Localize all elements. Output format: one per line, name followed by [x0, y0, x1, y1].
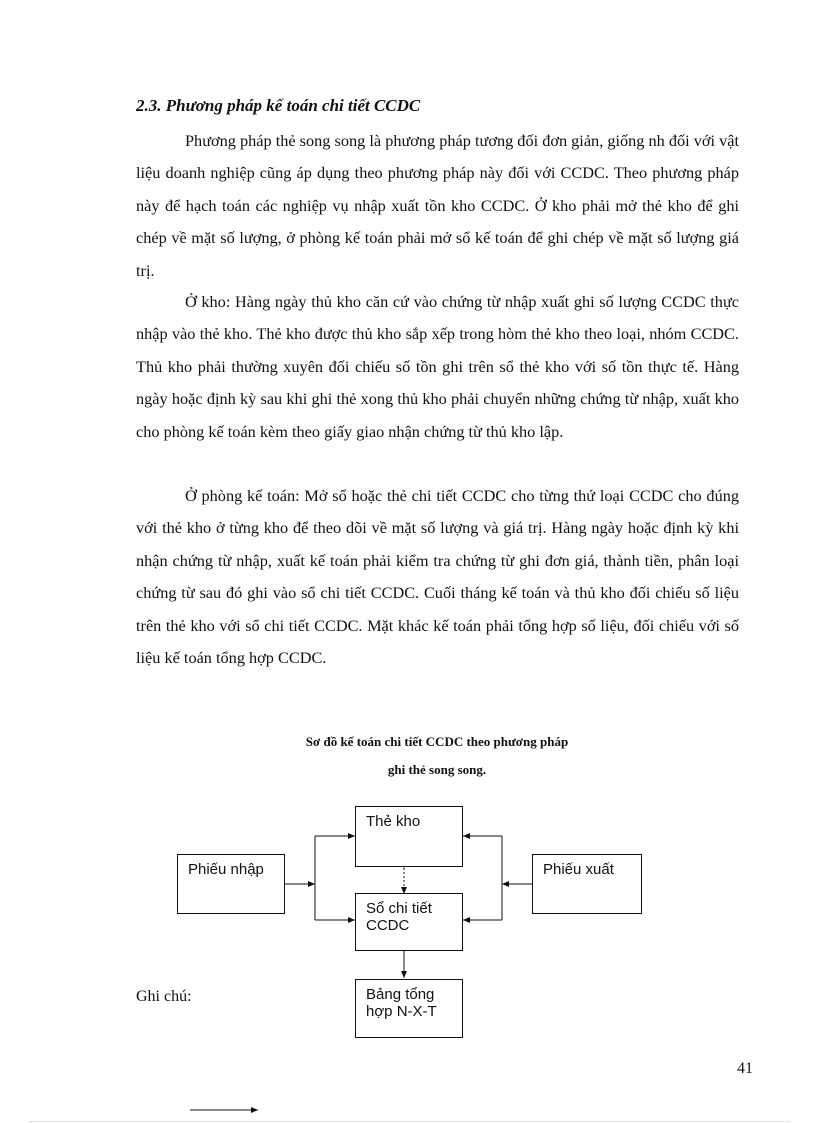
box-the-kho-label: Thẻ kho: [366, 813, 421, 830]
box-phieu-nhap-label: Phiếu nhập: [188, 861, 264, 878]
diagram-caption-line2: ghi thẻ song song.: [387, 762, 487, 777]
legend-label: Ghi chú:: [136, 988, 192, 1005]
box-bang-tong-hop-line1: Bảng tổng: [366, 986, 435, 1003]
paragraph-accounting-room: Ở phòng kế toán: Mở sổ hoặc thẻ chi tiết CCDC cho từng thứ loại CCDC cho đúng với thẻ kho ở từng kho để theo dõi về mặt số lượng và giá trị. Hàng ngày hoặc định kỳ khi nhận chứng từ nhập, xuất kế toán phải kiểm tra chứng từ ghi đơn giá, thành tiền, phân loại chứng từ sau đó ghi vào sổ chi tiết CCDC. Cuối tháng kế toán và thủ kho đối chiếu số liệu trên thẻ kho với sổ chi tiết CCDC. Mặt khác kế toán phải tổng hợp số liệu, đối chiếu với số liệu kế toán tổng hợp CCDC.: [136, 486, 739, 668]
box-so-chi-tiet: [355, 893, 463, 951]
box-phieu-nhap: [177, 854, 285, 914]
box-phieu-xuat-label: Phiếu xuất: [543, 861, 614, 878]
diagram-caption-line1: Sơ đồ kế toán chi tiết CCDC theo phương pháp: [305, 734, 569, 749]
box-so-chi-tiet-line1: Sổ chi tiết: [366, 900, 432, 917]
box-bang-tong-hop: [355, 979, 463, 1038]
page-number: 41: [737, 1060, 753, 1077]
footer-divider: [30, 1121, 790, 1122]
box-bang-tong-hop-line2: hợp N-X-T: [366, 1003, 437, 1020]
paragraph-method-intro: Phương pháp thẻ song song là phương pháp tương đối đơn giản, giống nh đối với vật liệu doanh nghiệp cũng áp dụng theo phương pháp này đối với CCDC. Theo phương pháp này để hạch toán các nghiệp vụ nhập xuất tồn kho CCDC. Ở kho phải mở thẻ kho để ghi chép về mặt số lượng, ở phòng kế toán phải mở sổ kế toán để ghi chép về mặt số lượng giá trị.: [136, 131, 739, 280]
box-the-kho: [355, 806, 463, 867]
section-heading: 2.3. Phương pháp kế toán chi tiết CCDC: [136, 96, 421, 115]
paragraph-warehouse: Ở kho: Hàng ngày thủ kho căn cứ vào chứng từ nhập xuất ghi số lượng CCDC thực nhập vào thẻ kho. Thẻ kho được thủ kho sắp xếp trong hòm thẻ kho theo loại, nhóm CCDC. Thủ kho phải thường xuyên đối chiếu số tồn ghi trên sổ thẻ kho với số tồn thực tế. Hàng ngày hoặc định kỳ sau khi ghi thẻ xong thủ kho phải chuyển những chứng từ nhập, xuất kho cho phòng kế toán kèm theo giấy giao nhận chứng từ thủ kho lập.: [136, 292, 739, 441]
box-so-chi-tiet-line2: CCDC: [366, 917, 410, 934]
box-phieu-xuat: [532, 854, 642, 914]
